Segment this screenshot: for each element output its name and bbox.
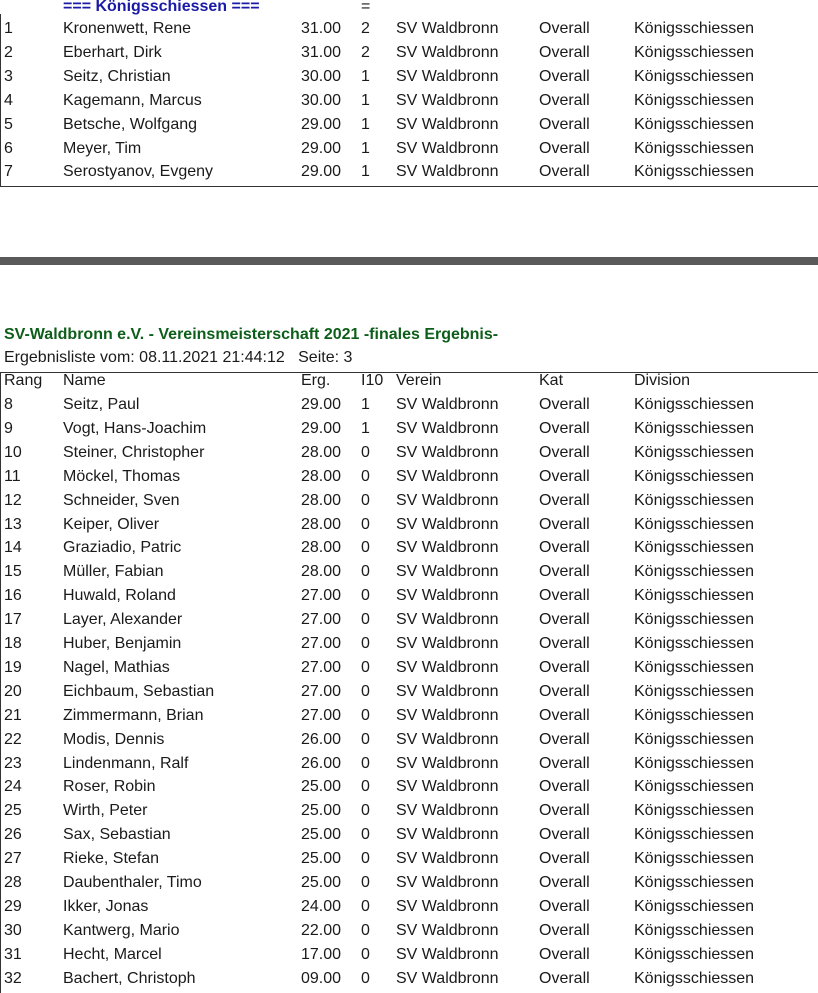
table-row <box>0 465 818 489</box>
cell-kat: Overall <box>539 730 590 748</box>
table-row <box>0 728 818 752</box>
cell-name: Keiper, Oliver <box>63 515 160 533</box>
cell-kat: Overall <box>539 826 590 844</box>
cell-rank: 31 <box>4 945 22 963</box>
cell-verein: SV Waldbronn <box>396 682 499 700</box>
cell-i10: 0 <box>361 658 370 676</box>
cell-i10: 2 <box>361 20 370 37</box>
cell-erg: 26.00 <box>301 730 342 748</box>
cell-erg: 27.00 <box>301 611 342 629</box>
cell-division: Königsschiessen <box>634 43 755 61</box>
cell-kat: Overall <box>539 754 590 772</box>
table-row <box>0 656 818 680</box>
table-row <box>0 919 818 943</box>
cell-rank: 19 <box>4 658 22 676</box>
cell-name: Ikker, Jonas <box>63 897 149 915</box>
cell-erg: 25.00 <box>301 778 342 796</box>
cell-division: Königsschiessen <box>634 945 755 963</box>
cell-kat: Overall <box>539 802 590 820</box>
table-row <box>0 943 818 967</box>
list-date: Ergebnisliste vom: 08.11.2021 21:44:12 <box>4 349 285 366</box>
page-number: Seite: 3 <box>298 349 353 366</box>
cell-i10: 0 <box>361 921 370 939</box>
cell-division: Königsschiessen <box>634 969 755 987</box>
cell-verein: SV Waldbronn <box>396 563 499 581</box>
cell-erg: 28.00 <box>301 443 342 461</box>
cell-division: Königsschiessen <box>634 563 755 581</box>
cell-verein: SV Waldbronn <box>396 396 499 413</box>
cell-name: Steiner, Christopher <box>63 443 205 461</box>
cell-verein: SV Waldbronn <box>396 139 499 157</box>
col-i10: I10 <box>361 372 384 389</box>
cell-verein: SV Waldbronn <box>396 443 499 461</box>
cell-division: Königsschiessen <box>634 826 755 844</box>
cell-i10: 1 <box>361 67 370 85</box>
table-row <box>0 560 818 584</box>
cell-erg: 27.00 <box>301 587 342 605</box>
cell-division: Königsschiessen <box>634 587 755 605</box>
cell-verein: SV Waldbronn <box>396 754 499 772</box>
cell-i10: 1 <box>361 115 370 133</box>
cell-name: Seitz, Christian <box>63 67 171 85</box>
cell-i10: 0 <box>361 969 370 987</box>
table-left-border <box>0 14 1 187</box>
cell-erg: 31.00 <box>301 20 342 37</box>
cell-kat: Overall <box>539 163 590 181</box>
cell-name: Hecht, Marcel <box>63 945 162 963</box>
cell-i10: 1 <box>361 139 370 157</box>
cell-division: Königsschiessen <box>634 658 755 676</box>
cell-rank: 17 <box>4 611 22 629</box>
cell-erg: 28.00 <box>301 539 342 557</box>
table-row <box>0 65 818 89</box>
cell-verein: SV Waldbronn <box>396 587 499 605</box>
cell-division: Königsschiessen <box>634 730 755 748</box>
cell-verein: SV Waldbronn <box>396 706 499 724</box>
cell-kat: Overall <box>539 539 590 557</box>
cell-erg: 25.00 <box>301 874 342 891</box>
cell-kat: Overall <box>539 91 590 109</box>
cell-erg: 24.00 <box>301 897 342 915</box>
cell-name: Müller, Fabian <box>63 563 164 581</box>
cell-kat: Overall <box>539 658 590 676</box>
cell-rank: 24 <box>4 778 22 796</box>
cell-verein: SV Waldbronn <box>396 515 499 533</box>
cell-erg: 29.00 <box>301 115 342 133</box>
table-row <box>0 489 818 513</box>
table-row <box>0 799 818 823</box>
cell-name: Bachert, Christoph <box>63 969 196 987</box>
cell-i10: 0 <box>361 730 370 748</box>
cell-i10: 0 <box>361 611 370 629</box>
cell-rank: 3 <box>4 67 13 85</box>
col-kat: Kat <box>539 372 564 389</box>
cell-division: Königsschiessen <box>634 682 755 700</box>
cell-rank: 13 <box>4 515 22 533</box>
cell-kat: Overall <box>539 897 590 915</box>
cell-name: Kronenwett, Rene <box>63 20 192 37</box>
cell-rank: 23 <box>4 754 22 772</box>
table-row <box>0 41 818 65</box>
cell-name: Kantwerg, Mario <box>63 921 180 939</box>
col-erg: Erg. <box>301 372 331 389</box>
cell-i10: 0 <box>361 802 370 820</box>
cell-division: Königsschiessen <box>634 921 755 939</box>
cell-i10: 1 <box>361 419 370 437</box>
cell-i10: 0 <box>361 754 370 772</box>
cell-name: Roser, Robin <box>63 778 156 796</box>
cell-kat: Overall <box>539 443 590 461</box>
cell-division: Königsschiessen <box>634 874 755 891</box>
cell-i10: 0 <box>361 515 370 533</box>
cell-kat: Overall <box>539 43 590 61</box>
cell-rank: 4 <box>4 91 13 109</box>
cell-verein: SV Waldbronn <box>396 778 499 796</box>
cell-verein: SV Waldbronn <box>396 826 499 844</box>
col-division: Division <box>634 372 691 389</box>
cell-erg: 29.00 <box>301 419 342 437</box>
cell-kat: Overall <box>539 115 590 133</box>
cell-erg: 17.00 <box>301 945 342 963</box>
cell-erg: 28.00 <box>301 467 342 485</box>
cell-kat: Overall <box>539 587 590 605</box>
table-row <box>0 137 818 161</box>
col-name: Name <box>63 372 106 389</box>
cell-rank: 15 <box>4 563 22 581</box>
cell-verein: SV Waldbronn <box>396 115 499 133</box>
cell-erg: 30.00 <box>301 91 342 109</box>
cell-i10: 0 <box>361 443 370 461</box>
cell-verein: SV Waldbronn <box>396 658 499 676</box>
cell-i10: 0 <box>361 491 370 509</box>
cell-rank: 25 <box>4 802 22 820</box>
col-rank: Rang <box>4 372 43 389</box>
cell-kat: Overall <box>539 611 590 629</box>
cell-erg: 26.00 <box>301 754 342 772</box>
cell-verein: SV Waldbronn <box>396 945 499 963</box>
cell-erg: 25.00 <box>301 802 342 820</box>
cell-name: Kagemann, Marcus <box>63 91 202 109</box>
section-heading-marker: = <box>361 0 371 15</box>
cell-name: Meyer, Tim <box>63 139 142 157</box>
cell-name: Layer, Alexander <box>63 611 183 629</box>
cell-division: Königsschiessen <box>634 467 755 485</box>
cell-rank: 2 <box>4 43 13 61</box>
cell-division: Königsschiessen <box>634 897 755 915</box>
cell-kat: Overall <box>539 67 590 85</box>
cell-name: Seitz, Paul <box>63 396 140 413</box>
cell-verein: SV Waldbronn <box>396 491 499 509</box>
table-row <box>0 608 818 632</box>
cell-rank: 29 <box>4 897 22 915</box>
cell-division: Königsschiessen <box>634 396 755 413</box>
cell-erg: 29.00 <box>301 139 342 157</box>
cell-name: Betsche, Wolfgang <box>63 115 198 133</box>
cell-name: Wirth, Peter <box>63 802 148 820</box>
cell-kat: Overall <box>539 467 590 485</box>
cell-division: Königsschiessen <box>634 706 755 724</box>
cell-division: Königsschiessen <box>634 778 755 796</box>
cell-erg: 27.00 <box>301 682 342 700</box>
table-left-border <box>0 372 1 993</box>
cell-erg: 22.00 <box>301 921 342 939</box>
table-row <box>0 536 818 560</box>
cell-verein: SV Waldbronn <box>396 730 499 748</box>
cell-rank: 11 <box>4 467 21 485</box>
cell-name: Modis, Dennis <box>63 730 165 748</box>
cell-name: Rieke, Stefan <box>63 850 160 868</box>
cell-name: Sax, Sebastian <box>63 826 171 844</box>
cell-division: Königsschiessen <box>634 443 755 461</box>
cell-erg: 29.00 <box>301 396 342 413</box>
cell-kat: Overall <box>539 682 590 700</box>
cell-i10: 0 <box>361 874 370 891</box>
cell-verein: SV Waldbronn <box>396 419 499 437</box>
table-row <box>0 967 818 991</box>
cell-kat: Overall <box>539 563 590 581</box>
cell-verein: SV Waldbronn <box>396 850 499 868</box>
cell-rank: 32 <box>4 969 22 987</box>
cell-verein: SV Waldbronn <box>396 635 499 652</box>
cell-i10: 1 <box>361 163 370 181</box>
cell-rank: 27 <box>4 850 22 868</box>
cell-i10: 0 <box>361 945 370 963</box>
cell-erg: 28.00 <box>301 491 342 509</box>
cell-kat: Overall <box>539 850 590 868</box>
cell-division: Königsschiessen <box>634 139 755 157</box>
cell-kat: Overall <box>539 969 590 987</box>
cell-rank: 8 <box>4 396 13 413</box>
cell-rank: 22 <box>4 730 22 748</box>
cell-name: Eichbaum, Sebastian <box>63 682 215 700</box>
cell-i10: 0 <box>361 850 370 868</box>
cell-verein: SV Waldbronn <box>396 163 499 181</box>
cell-verein: SV Waldbronn <box>396 921 499 939</box>
cell-rank: 30 <box>4 921 22 939</box>
page-title: SV-Waldbronn e.V. - Vereinsmeisterschaft 2021 -finales Ergebnis- <box>4 326 499 343</box>
cell-division: Königsschiessen <box>634 754 755 772</box>
cell-erg: 27.00 <box>301 658 342 676</box>
cell-rank: 10 <box>4 443 22 461</box>
cell-erg: 25.00 <box>301 850 342 868</box>
cell-verein: SV Waldbronn <box>396 611 499 629</box>
list-info <box>4 348 352 368</box>
cell-erg: 28.00 <box>301 515 342 533</box>
cell-erg: 28.00 <box>301 563 342 581</box>
cell-i10: 0 <box>361 778 370 796</box>
cell-name: Huwald, Roland <box>63 587 176 605</box>
cell-kat: Overall <box>539 874 590 891</box>
cell-rank: 20 <box>4 682 22 700</box>
cell-verein: SV Waldbronn <box>396 467 499 485</box>
cell-name: Schneider, Sven <box>63 491 180 509</box>
cell-erg: 29.00 <box>301 163 342 181</box>
table-row <box>0 895 818 919</box>
cell-name: Huber, Benjamin <box>63 635 182 652</box>
cell-verein: SV Waldbronn <box>396 43 499 61</box>
table-row <box>0 417 818 441</box>
table-header <box>0 369 818 393</box>
cell-erg: 31.00 <box>301 43 342 61</box>
cell-i10: 0 <box>361 682 370 700</box>
cell-division: Königsschiessen <box>634 491 755 509</box>
section-heading: === Königsschiessen === <box>63 0 260 15</box>
cell-division: Königsschiessen <box>634 163 755 181</box>
table-row <box>0 160 818 184</box>
cell-rank: 7 <box>4 163 13 181</box>
table-row <box>0 632 818 656</box>
cell-rank: 21 <box>4 706 22 724</box>
cell-name: Nagel, Mathias <box>63 658 170 676</box>
cell-i10: 1 <box>361 91 370 109</box>
cell-division: Königsschiessen <box>634 802 755 820</box>
cell-i10: 2 <box>361 43 370 61</box>
cell-name: Graziadio, Patric <box>63 539 182 557</box>
cell-kat: Overall <box>539 396 590 413</box>
cell-division: Königsschiessen <box>634 539 755 557</box>
cell-verein: SV Waldbronn <box>396 897 499 915</box>
cell-kat: Overall <box>539 635 590 652</box>
cell-rank: 12 <box>4 491 22 509</box>
cell-verein: SV Waldbronn <box>396 969 499 987</box>
cell-division: Königsschiessen <box>634 115 755 133</box>
cell-kat: Overall <box>539 921 590 939</box>
cell-kat: Overall <box>539 491 590 509</box>
table-row <box>0 393 818 417</box>
cell-name: Möckel, Thomas <box>63 467 181 485</box>
cell-kat: Overall <box>539 419 590 437</box>
cell-i10: 0 <box>361 635 370 652</box>
table-row <box>0 871 818 895</box>
cell-name: Serostyanov, Evgeny <box>63 163 214 181</box>
table-row <box>0 17 818 41</box>
table-row <box>0 89 818 113</box>
table-row <box>0 113 818 137</box>
cell-erg: 30.00 <box>301 67 342 85</box>
cell-rank: 14 <box>4 539 22 557</box>
table-row <box>0 441 818 465</box>
cell-rank: 1 <box>4 20 13 37</box>
cell-verein: SV Waldbronn <box>396 91 499 109</box>
table-row <box>0 513 818 537</box>
cell-verein: SV Waldbronn <box>396 20 499 37</box>
cell-erg: 09.00 <box>301 969 342 987</box>
cell-i10: 0 <box>361 539 370 557</box>
cell-rank: 5 <box>4 115 13 133</box>
cell-kat: Overall <box>539 515 590 533</box>
cell-kat: Overall <box>539 20 590 37</box>
col-verein: Verein <box>396 372 442 389</box>
table-row <box>0 775 818 799</box>
table-row <box>0 584 818 608</box>
cell-division: Königsschiessen <box>634 635 755 652</box>
cell-division: Königsschiessen <box>634 67 755 85</box>
cell-division: Königsschiessen <box>634 515 755 533</box>
cell-rank: 28 <box>4 874 22 891</box>
cell-erg: 27.00 <box>301 635 342 652</box>
cell-division: Königsschiessen <box>634 419 755 437</box>
cell-name: Zimmermann, Brian <box>63 706 204 724</box>
cell-kat: Overall <box>539 139 590 157</box>
table-row <box>0 704 818 728</box>
cell-i10: 0 <box>361 897 370 915</box>
cell-name: Vogt, Hans-Joachim <box>63 419 207 437</box>
table-bottom-border <box>0 186 818 187</box>
cell-verein: SV Waldbronn <box>396 802 499 820</box>
cell-erg: 25.00 <box>301 826 342 844</box>
cell-verein: SV Waldbronn <box>396 539 499 557</box>
cell-name: Lindenmann, Ralf <box>63 754 189 772</box>
cell-division: Königsschiessen <box>634 91 755 109</box>
page-separator <box>0 257 818 265</box>
cell-i10: 0 <box>361 826 370 844</box>
cell-name: Daubenthaler, Timo <box>63 874 202 891</box>
cell-rank: 26 <box>4 826 22 844</box>
cell-rank: 18 <box>4 635 22 652</box>
cell-division: Königsschiessen <box>634 611 755 629</box>
cell-i10: 0 <box>361 587 370 605</box>
cell-rank: 9 <box>4 419 13 437</box>
cell-kat: Overall <box>539 945 590 963</box>
cell-division: Königsschiessen <box>634 20 755 37</box>
cell-verein: SV Waldbronn <box>396 874 499 891</box>
cell-rank: 16 <box>4 587 22 605</box>
cell-kat: Overall <box>539 778 590 796</box>
cell-division: Königsschiessen <box>634 850 755 868</box>
table-row <box>0 823 818 847</box>
cell-verein: SV Waldbronn <box>396 67 499 85</box>
cell-rank: 6 <box>4 139 13 157</box>
table-row <box>0 847 818 871</box>
table-row <box>0 752 818 776</box>
cell-kat: Overall <box>539 706 590 724</box>
cell-i10: 0 <box>361 563 370 581</box>
cell-name: Eberhart, Dirk <box>63 43 162 61</box>
table-row <box>0 680 818 704</box>
cell-i10: 1 <box>361 396 370 413</box>
cell-erg: 27.00 <box>301 706 342 724</box>
cell-i10: 0 <box>361 706 370 724</box>
cell-i10: 0 <box>361 467 370 485</box>
